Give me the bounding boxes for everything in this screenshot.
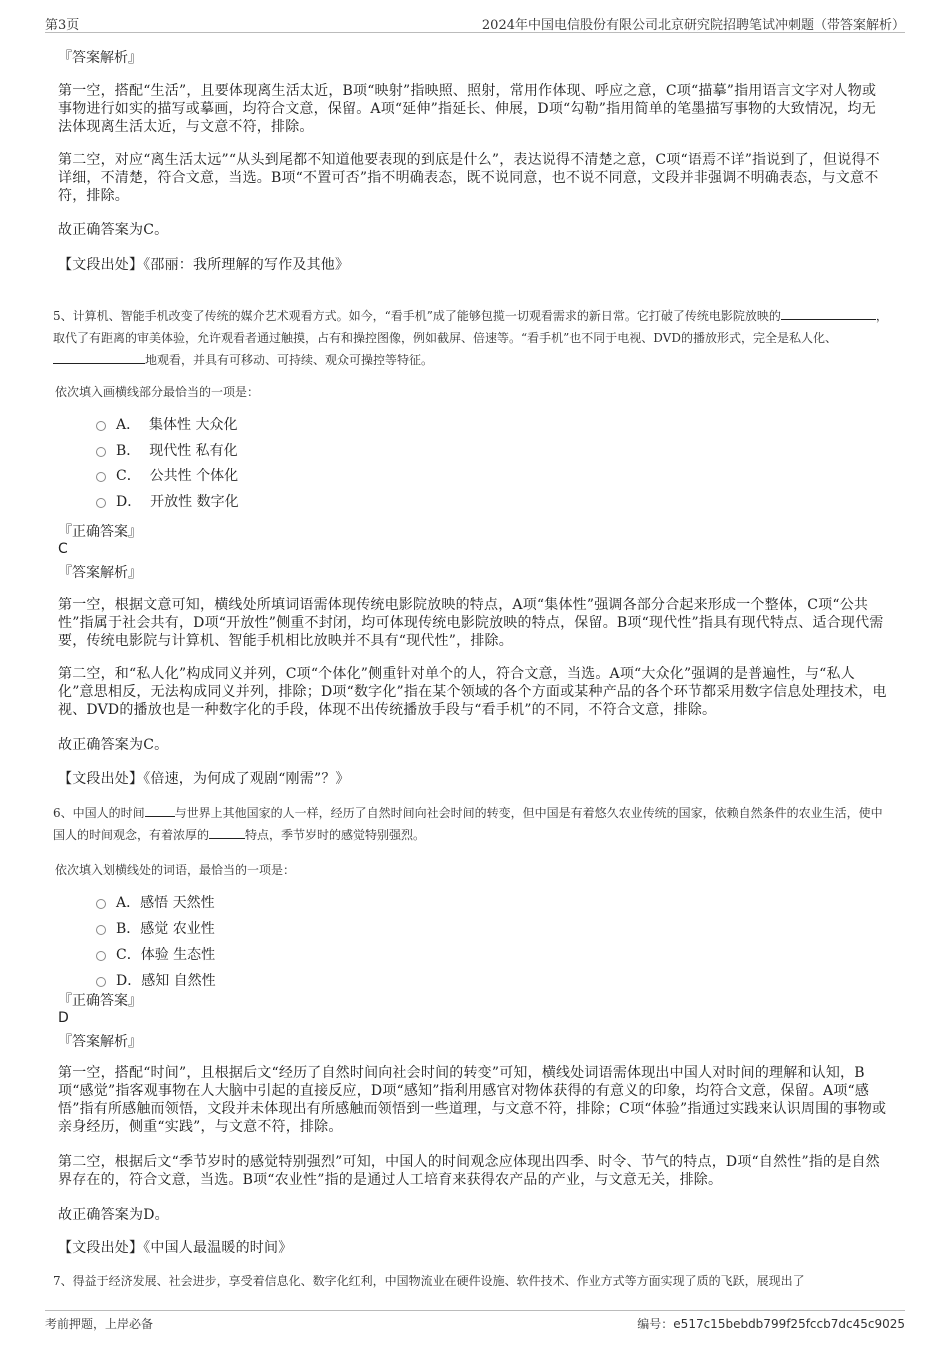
radio-icon[interactable] bbox=[96, 899, 106, 909]
q4-source: 【文段出处】《邵丽：我所理解的写作及其他》 bbox=[58, 257, 350, 273]
q6-conclusion: 故正确答案为D。 bbox=[58, 1207, 169, 1223]
document-id: 编号：e517c15bebdb799f25fccb7dc45c9025 bbox=[637, 1317, 905, 1331]
q5-correct-answer: C bbox=[58, 541, 68, 557]
question-5-prompt: 依次填入画横线部分最恰当的一项是： bbox=[55, 385, 260, 399]
q5-option-a[interactable]: A． 集体性 大众化 bbox=[96, 415, 237, 435]
page-footer bbox=[45, 1310, 905, 1331]
q6-source: 【文段出处】《中国人最温暖的时间》 bbox=[58, 1240, 293, 1256]
radio-icon[interactable] bbox=[96, 421, 106, 431]
blank-1 bbox=[781, 306, 876, 320]
q6-analysis-label: 『答案解析』 bbox=[58, 1034, 142, 1050]
q4-analysis-label: 『答案解析』 bbox=[58, 50, 142, 66]
radio-icon[interactable] bbox=[96, 925, 106, 935]
q6-analysis-p2: 第二空，根据后文“季节岁时的感觉特别强烈”可知，中国人的时间观念应体现出四季、时令、节气的特点，D项“自然性”指的是自然界存在的，符合文意，当选。B项“农业性”指的是通过人工培育来获得农产品的产业，与文意无关，排除。 bbox=[58, 1154, 880, 1188]
document-title: 2024年中国电信股份有限公司北京研究院招聘笔试冲刺题（带答案解析） bbox=[481, 18, 905, 33]
q4-analysis-p2: 第二空，对应“离生活太远”“从头到尾都不知道他要表现的到底是什么”，表达说得不清楚之意，C项“语焉不详”指说到了，但说得不详细，不清楚，符合文意，当选。B项“不置可否”指不明确表态，既不说同意，也不说不同意，文段并非强调不明确表态，与文意不符，排除。 bbox=[58, 152, 880, 204]
question-5-stem: 5、计算机、智能手机改变了传统的媒介艺术观看方式。如今，“看手机”成了能够包揽一切观看需求的新日常。它打破了传统电影院放映的 ，取代了有距离的审美体验，允许观看者通过触摸，占有和操控图像，例如截屏、倍速等。“看手机”也不同于电视、DVD的播放形式，完全是私人化、地观看，并具有可移动、可持续、观众可操控等特征。 bbox=[53, 305, 893, 371]
q5-option-c[interactable]: C． 公共性 个体化 bbox=[96, 466, 238, 486]
radio-icon[interactable] bbox=[96, 447, 106, 457]
radio-icon[interactable] bbox=[96, 951, 106, 961]
question-7-stem: 7、得益于经济发展、社会进步，享受着信息化、数字化红利，中国物流业在硬件设施、软件技术、作业方式等方面实现了质的飞跃，展现出了 bbox=[53, 1274, 805, 1288]
q5-correct-label: 『正确答案』 bbox=[58, 524, 142, 540]
q6-option-a[interactable]: A．感悟 天然性 bbox=[96, 893, 215, 913]
q5-analysis-p1: 第一空，根据文意可知，横线处所填词语需体现传统电影院放映的特点，A项“集体性”强调各部分合起来形成一个整体，C项“公共性”指属于社会共有，D项“开放性”侧重不封闭，均可体现传统电影院放映的特点，保留。B项“现代性”指具有现代特点、适合现代需要，传统电影院与计算机、智能手机相比放映并不具有“现代性”，排除。 bbox=[58, 597, 884, 649]
q5-option-b[interactable]: B． 现代性 私有化 bbox=[96, 441, 238, 461]
q5-analysis-p2: 第二空，和“私人化”构成同义并列，C项“个体化”侧重针对单个的人，符合文意，当选。A项“大众化”强调的是普遍性，与“私人化”意思相反，无法构成同义并列，排除；D项“数字化”指在某个领域的各个方面或某种产品的各个环节都采用数字信息处理技术，电视、DVD的播放也是一种数字化的手段，体现不出传统播放手段与“看手机”的不同，不符合文意，排除。 bbox=[58, 666, 887, 718]
question-6-stem: 6、中国人的时间 与世界上其他国家的人一样，经历了自然时间向社会时间的转变，但中国是有着悠久农业传统的国家，依赖自然条件的农业生活，使中国人的时间观念，有着浓厚的 特点，季节岁时的感觉特别强烈。 bbox=[53, 802, 893, 846]
page-number: 第3页 bbox=[45, 18, 80, 33]
q4-conclusion: 故正确答案为C。 bbox=[58, 222, 169, 238]
radio-icon[interactable] bbox=[96, 977, 106, 987]
q5-conclusion: 故正确答案为C。 bbox=[58, 737, 169, 753]
q5-source: 【文段出处】《倍速，为何成了观剧“刚需”？》 bbox=[58, 771, 350, 787]
footer-slogan: 考前押题，上岸必备 bbox=[45, 1317, 154, 1331]
q6-option-d[interactable]: D．感知 自然性 bbox=[96, 971, 216, 991]
blank-1 bbox=[145, 803, 175, 817]
radio-icon[interactable] bbox=[96, 472, 106, 482]
q6-correct-label: 『正确答案』 bbox=[58, 993, 142, 1009]
radio-icon[interactable] bbox=[96, 498, 106, 508]
q6-option-b[interactable]: B．感觉 农业性 bbox=[96, 919, 215, 939]
q4-analysis-p1: 第一空，搭配“生活”，且要体现离生活太近，B项“映射”指映照、照射，常用作体现、呼应之意，C项“描摹”指用语言文字对人物或事物进行如实的描写或摹画，均符合文意，保留。A项“延伸”指延长、伸展，D项“勾勒”指用简单的笔墨描写事物的大致情况，均无法体现离生活太近，与文意不符，排除。 bbox=[58, 83, 877, 135]
blank-2 bbox=[209, 825, 245, 839]
q6-option-c[interactable]: C．体验 生态性 bbox=[96, 945, 215, 965]
blank-2 bbox=[53, 350, 145, 364]
q5-analysis-label: 『答案解析』 bbox=[58, 565, 142, 581]
q6-correct-answer: D bbox=[58, 1010, 69, 1026]
question-6-prompt: 依次填入划横线处的词语，最恰当的一项是： bbox=[55, 863, 296, 877]
q5-option-d[interactable]: D． 开放性 数字化 bbox=[96, 492, 239, 512]
page-header bbox=[45, 12, 905, 33]
q6-analysis-p1: 第一空，搭配“时间”，且根据后文“经历了自然时间向社会时间的转变”可知，横线处词语需体现出中国人对时间的理解和认知，B项“感觉”指客观事物在人大脑中引起的直接反应，D项“感知”指利用感官对物体获得的有意义的印象，均符合文意，保留。A项“感悟”指有所感触而领悟，文段并未体现出有所感触而领悟到一些道理，与文意不符，排除；C项“体验”指通过实践来认识周围的事物或亲身经历，侧重“实践”，与文意不符，排除。 bbox=[58, 1065, 887, 1135]
